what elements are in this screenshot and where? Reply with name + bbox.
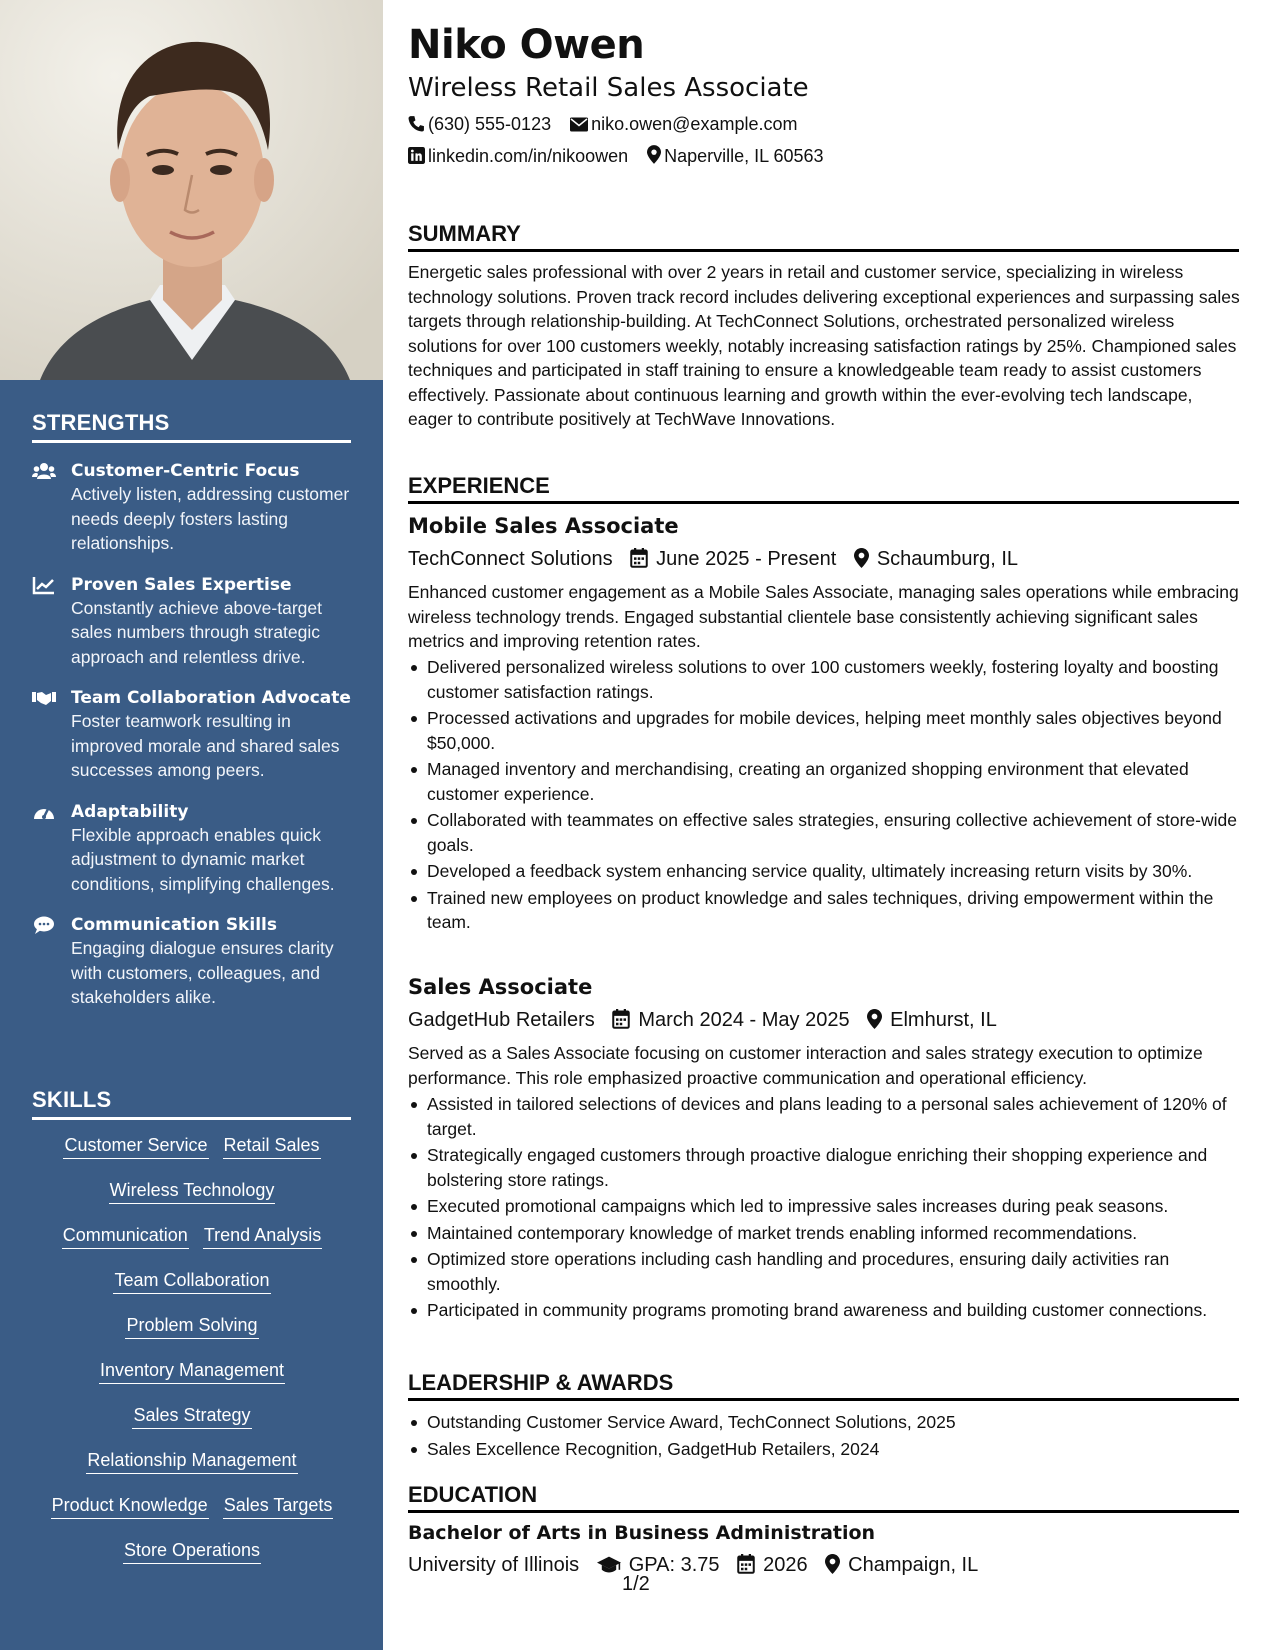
- strength-desc: Engaging dialogue ensures clarity with customers, colleagues, and stakeholders alike.: [71, 938, 334, 1007]
- calendar-icon: [630, 548, 648, 568]
- skills-list: [28, 1133, 356, 1583]
- bullet-item: Executed promotional campaigns which led to impressive sales increases during peak seasons.: [408, 1194, 1240, 1219]
- job-dates: [612, 1007, 849, 1033]
- job-company: TechConnect Solutions: [408, 548, 613, 570]
- strength-desc: Actively listen, addressing customer needs deeply fosters lasting relationships.: [71, 484, 350, 553]
- users-icon: [32, 461, 56, 481]
- education-year: [737, 1552, 808, 1578]
- strengths-list: [32, 460, 352, 1028]
- education-heading: EDUCATION: [408, 1482, 1239, 1513]
- bullet-item: Delivered personalized wireless solutions to over 100 customers weekly, fostering loyalty and boosting customer satisfaction ratings.: [408, 655, 1240, 704]
- bullet-item: Strategically engaged customers through proactive dialogue enriching their shopping experience and bolstering store ratings.: [408, 1143, 1240, 1192]
- leadership-list: [408, 1410, 1240, 1463]
- summary-heading: SUMMARY: [408, 221, 1239, 252]
- strength-desc: Flexible approach enables quick adjustment to dynamic market conditions, simplifying challenges.: [71, 824, 335, 894]
- job-description: Enhanced customer engagement as a Mobile Sales Associate, managing sales operations while embracing wireless technology trends. Engaged substantial clientele base consistently achieving significant sales metrics and improving retention rates.: [408, 582, 1239, 651]
- contact-linkedin[interactable]: [408, 144, 628, 168]
- job-location-text: Elmhurst, IL: [890, 1009, 997, 1031]
- strength-title: Communication Skills: [71, 915, 277, 935]
- calendar-icon: [612, 1009, 630, 1029]
- education-meta: [408, 1552, 990, 1578]
- skill-tag: Sales Targets: [223, 1493, 334, 1519]
- skill-tag: Trend Analysis: [203, 1223, 322, 1249]
- map-pin-icon: [647, 145, 661, 164]
- skills-heading: SKILLS: [32, 1087, 351, 1120]
- education-gpa-text: GPA: 3.75: [628, 1554, 720, 1576]
- job-company: GadgetHub Retailers: [408, 1009, 595, 1031]
- envelope-icon: [570, 117, 588, 132]
- candidate-name: Niko Owen: [408, 22, 645, 68]
- bullet-item: Developed a feedback system enhancing service quality, ultimately increasing return visits by 30%.: [408, 859, 1240, 884]
- job-location: [854, 546, 1018, 572]
- profile-photo: [0, 0, 383, 380]
- sidebar: [0, 0, 383, 1650]
- education-gpa: [597, 1552, 720, 1578]
- candidate-title: Wireless Retail Sales Associate: [408, 73, 809, 103]
- job-location: [867, 1007, 997, 1033]
- education-degree: Bachelor of Arts in Business Administration: [408, 1522, 876, 1544]
- page-number: 1/2: [622, 1573, 650, 1595]
- job-meta: [408, 1007, 1009, 1033]
- strength-title: Customer-Centric Focus: [71, 461, 300, 481]
- contact-phone: [408, 112, 551, 136]
- comment-icon: [32, 915, 56, 935]
- job-meta: [408, 546, 1030, 572]
- contact-location: [647, 144, 823, 168]
- skill-tag: Wireless Technology: [109, 1178, 276, 1204]
- job-dates: [630, 546, 836, 572]
- strength-item: [32, 687, 352, 783]
- strength-desc: Constantly achieve above-target sales numbers through strategic approach and relentless drive.: [71, 597, 322, 667]
- award-item: Sales Excellence Recognition, GadgetHub Retailers, 2024: [408, 1437, 1240, 1462]
- linkedin-icon: [408, 147, 425, 164]
- strengths-heading: STRENGTHS: [32, 410, 351, 443]
- bullet-item: Managed inventory and merchandising, creating an organized shopping environment that elevated customer experience.: [408, 757, 1240, 806]
- skill-tag: Product Knowledge: [51, 1493, 209, 1519]
- skill-tag: Customer Service: [63, 1133, 208, 1159]
- graduation-cap-icon: [597, 1556, 621, 1574]
- job-bullets: [408, 1092, 1240, 1325]
- phone-text: (630) 555-0123: [428, 114, 552, 134]
- strength-item: [32, 801, 352, 897]
- bullet-item: Participated in community programs promoting brand awareness and building customer connections.: [408, 1298, 1240, 1323]
- location-text: Naperville, IL 60563: [664, 146, 824, 166]
- job-dates-text: March 2024 - May 2025: [638, 1009, 850, 1031]
- bullet-item: Optimized store operations including cash handling and procedures, ensuring daily activities ran smoothly.: [408, 1247, 1240, 1296]
- education-location: [825, 1552, 978, 1578]
- map-pin-icon: [825, 1554, 840, 1574]
- phone-icon: [408, 115, 425, 132]
- job-description: Served as a Sales Associate focusing on customer interaction and sales strategy execution to optimize performance. This role emphasized proactive communication and operational efficiency.: [408, 1043, 1203, 1088]
- email-text[interactable]: niko.owen@example.com: [591, 114, 798, 134]
- skill-tag: Communication: [62, 1223, 189, 1249]
- calendar-icon: [737, 1554, 755, 1574]
- skill-tag: Problem Solving: [125, 1313, 258, 1339]
- strength-item: [32, 914, 352, 1010]
- education-school: University of Illinois: [408, 1554, 580, 1576]
- strength-desc: Foster teamwork resulting in improved morale and shared sales successes among peers.: [71, 711, 340, 780]
- skill-tag: Retail Sales: [223, 1133, 321, 1159]
- bullet-item: Maintained contemporary knowledge of market trends enabling informed recommendations.: [408, 1221, 1240, 1246]
- job-bullets: [408, 655, 1240, 937]
- gauge-icon: [32, 802, 56, 822]
- experience-heading: EXPERIENCE: [408, 473, 1239, 504]
- strength-title: Proven Sales Expertise: [71, 574, 292, 595]
- education-location-text: Champaign, IL: [848, 1554, 979, 1576]
- skill-tag: Store Operations: [123, 1538, 261, 1564]
- skill-tag: Relationship Management: [86, 1448, 297, 1474]
- bullet-item: Collaborated with teammates on effective sales strategies, ensuring collective achievement of store-wide goals.: [408, 808, 1240, 857]
- skill-tag: Inventory Management: [99, 1358, 285, 1384]
- skill-tag: Team Collaboration: [113, 1268, 270, 1294]
- education-year-text: 2026: [763, 1554, 808, 1576]
- job-title: Sales Associate: [408, 975, 593, 999]
- bullet-item: Processed activations and upgrades for mobile devices, helping meet monthly sales objectives beyond $50,000.: [408, 706, 1240, 755]
- leadership-heading: LEADERSHIP & AWARDS: [408, 1370, 1239, 1401]
- chart-line-icon: [32, 575, 56, 595]
- linkedin-text[interactable]: linkedin.com/in/nikoowen: [428, 146, 629, 166]
- contact-row-1: [408, 112, 811, 136]
- map-pin-icon: [854, 548, 869, 568]
- bullet-item: Trained new employees on product knowledge and sales techniques, driving empowerment within the team.: [408, 886, 1240, 935]
- handshake-icon: [32, 688, 56, 708]
- summary-text: Energetic sales professional with over 2 years in retail and customer service, specializing in wireless technology solutions. Proven track record includes delivering exceptional experiences and surpassing sales targets through relationship-building. At TechConnect Solutions, orchestrated personalized wireless solutions for over 100 customers weekly, notably increasing satisfaction ratings by 25%. Championed sales techniques and participated in staff training to ensure a knowledgeable team ready to assist customers effectively. Passionate about continuous learning and growth within the ever-evolving tech landscape, eager to contribute positively at TechWave Innovations.: [408, 262, 1240, 429]
- job-location-text: Schaumburg, IL: [876, 548, 1019, 570]
- strength-item: [32, 460, 352, 556]
- job-title: Mobile Sales Associate: [408, 514, 679, 538]
- contact-email[interactable]: [570, 112, 797, 136]
- skill-tag: Sales Strategy: [132, 1403, 251, 1429]
- bullet-item: Assisted in tailored selections of devices and plans leading to a personal sales achievement of 120% of target.: [408, 1092, 1240, 1141]
- job-dates-text: June 2025 - Present: [656, 548, 837, 570]
- map-pin-icon: [867, 1009, 882, 1029]
- strength-title: Team Collaboration Advocate: [71, 688, 351, 708]
- award-item: Outstanding Customer Service Award, TechConnect Solutions, 2025: [408, 1410, 1240, 1435]
- contact-row-2: [408, 144, 838, 168]
- strength-item: [32, 574, 352, 670]
- strength-title: Adaptability: [71, 801, 189, 822]
